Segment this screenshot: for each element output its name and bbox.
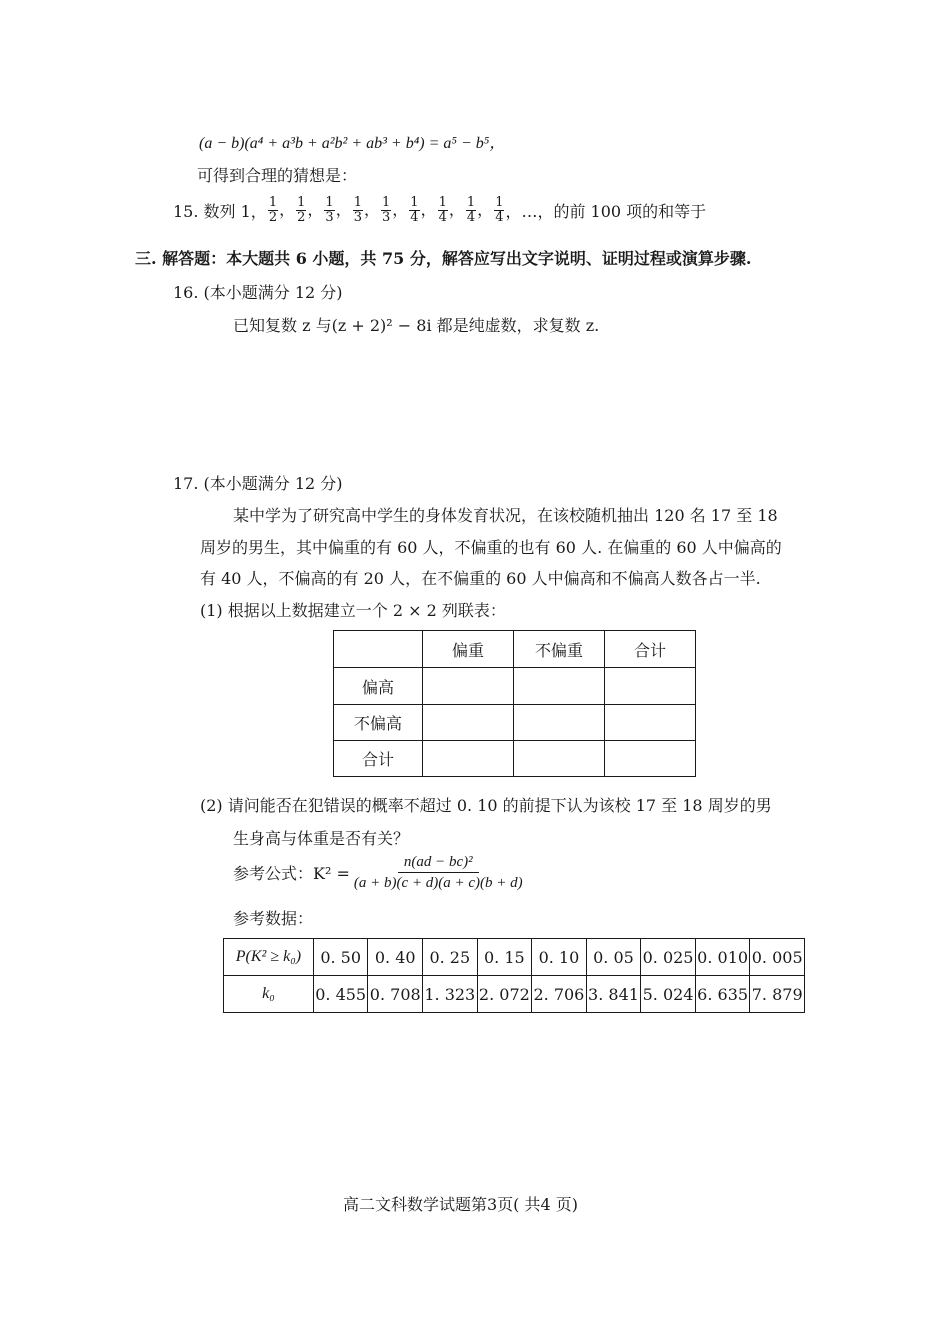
table-cell	[605, 705, 696, 741]
separator: ，	[363, 200, 380, 219]
q17-part2-line1: (2) 请问能否在犯错误的概率不超过 0. 10 的前提下认为该校 17 至 18 周岁的男	[200, 796, 772, 815]
q17-part1: (1) 根据以上数据建立一个 2 × 2 列联表：	[200, 601, 506, 620]
ref-cell: 2. 706	[532, 976, 587, 1013]
formula-numerator: n(ad − bc)²	[398, 852, 479, 873]
table-corner	[334, 631, 423, 668]
row-header: 偏高	[334, 668, 423, 705]
contingency-table	[333, 630, 696, 777]
col-header: 合计	[605, 631, 696, 668]
ref-cell: 0. 05	[586, 939, 641, 976]
section3-heading: 三. 解答题：本大题共 6 小题，共 75 分，解答应写出文字说明、证明过程或演算步骤.	[135, 249, 752, 268]
q15-fraction	[494, 196, 504, 225]
q15-fraction	[324, 196, 334, 225]
q15-fractions	[267, 196, 506, 225]
fraction-numerator: 1	[353, 195, 362, 210]
separator: ，	[448, 200, 465, 219]
fraction-numerator: 1	[297, 195, 306, 210]
fraction-numerator: 1	[466, 195, 476, 210]
q16-title: 16. (本小题满分 12 分)	[173, 283, 343, 302]
q15-prefix: 15. 数列 1，	[173, 202, 267, 221]
q15-fraction	[268, 196, 278, 225]
q15-suffix: ，…，的前 100 项的和等于	[505, 202, 707, 221]
q15-fraction	[438, 196, 448, 225]
table-cell	[514, 741, 605, 777]
fraction-denominator: 4	[410, 210, 419, 225]
fraction-numerator: 1	[495, 195, 504, 210]
table-cell	[605, 668, 696, 705]
q17-part2-line2: 生身高与体重是否有关？	[233, 829, 410, 848]
ref-cell: 0. 708	[368, 976, 423, 1013]
page-footer: 高二文科数学试题第3页( 共4 页)	[343, 1195, 579, 1214]
data-label: 参考数据：	[233, 909, 314, 928]
ref-cell: 2. 072	[477, 976, 532, 1013]
fraction-denominator: 3	[325, 210, 334, 225]
ref-row-header: k₀	[224, 976, 314, 1013]
q17-para-line1: 某中学为了研究高中学生的身体发育状况，在该校随机抽出 120 名 17 至 18	[233, 506, 778, 525]
separator: ，	[477, 200, 494, 219]
row-header: 不偏高	[334, 705, 423, 741]
ref-cell: 0. 15	[477, 939, 532, 976]
fraction-numerator: 1	[438, 195, 447, 210]
separator: ，	[420, 200, 437, 219]
q14-formula: (a − b)(a⁴ + a³b + a²b² + ab³ + b⁴) = a⁵ − b⁵，	[199, 135, 506, 152]
col-header: 不偏重	[514, 631, 605, 668]
q15-fraction	[466, 196, 476, 225]
ref-cell: 1. 323	[423, 976, 478, 1013]
ref-cell: 0. 50	[313, 939, 368, 976]
ref-cell: 0. 10	[532, 939, 587, 976]
reference-data-table	[223, 938, 805, 1013]
separator: ，	[392, 200, 409, 219]
separator: ，	[279, 200, 296, 219]
fraction-denominator: 2	[268, 210, 278, 225]
q15-fraction	[296, 196, 306, 225]
fraction-numerator: 1	[268, 195, 278, 210]
fraction-numerator: 1	[410, 195, 419, 210]
q17-para-line2: 周岁的男生，其中偏重的有 60 人，不偏重的也有 60 人. 在偏重的 60 人中偏高的	[200, 538, 782, 557]
ref-cell: 6. 635	[695, 976, 750, 1013]
formula-label: 参考公式：K² =	[233, 864, 350, 883]
fraction-denominator: 4	[466, 210, 476, 225]
formula-denominator: (a + b)(c + d)(a + c)(b + d)	[353, 875, 523, 891]
separator: ，	[307, 200, 324, 219]
ref-cell: 0. 025	[641, 939, 696, 976]
q17-para-line3: 有 40 人，不偏高的有 20 人，在不偏重的 60 人中偏高和不偏高人数各占一半.	[200, 569, 761, 588]
reference-formula	[233, 852, 523, 893]
fraction-denominator: 3	[353, 210, 362, 225]
ref-cell: 0. 005	[750, 939, 805, 976]
table-cell	[514, 705, 605, 741]
fraction-denominator: 4	[495, 210, 504, 225]
ref-cell: 7. 879	[750, 976, 805, 1013]
ref-cell: 3. 841	[586, 976, 641, 1013]
table-cell	[605, 741, 696, 777]
row-header: 合计	[334, 741, 423, 777]
ref-row-k0	[224, 976, 805, 1013]
q15-fraction	[409, 196, 419, 225]
col-header: 偏重	[423, 631, 514, 668]
ref-cell: 0. 455	[313, 976, 368, 1013]
table-cell	[423, 705, 514, 741]
q17-title: 17. (本小题满分 12 分)	[173, 474, 343, 493]
ref-cell: 0. 25	[423, 939, 478, 976]
table-cell	[423, 741, 514, 777]
fraction-numerator: 1	[382, 195, 391, 210]
q15-fraction	[381, 196, 391, 225]
q15-line	[173, 196, 706, 225]
fraction-denominator: 4	[438, 210, 447, 225]
separator: ，	[335, 200, 352, 219]
fraction-denominator: 3	[382, 210, 391, 225]
ref-row-probability	[224, 939, 805, 976]
ref-cell: 0. 010	[695, 939, 750, 976]
q15-fraction	[353, 196, 363, 225]
fraction-denominator: 2	[297, 210, 306, 225]
ref-row-header: P(K² ≥ k₀)	[224, 939, 314, 976]
ref-cell: 0. 40	[368, 939, 423, 976]
fraction-numerator: 1	[325, 195, 334, 210]
ref-cell: 5. 024	[641, 976, 696, 1013]
q14-prompt: 可得到合理的猜想是：	[197, 166, 358, 185]
table-cell	[423, 668, 514, 705]
q16-text: 已知复数 z 与(z + 2)² − 8i 都是纯虚数，求复数 z.	[233, 316, 600, 335]
formula-fraction	[354, 852, 523, 893]
table-cell	[514, 668, 605, 705]
